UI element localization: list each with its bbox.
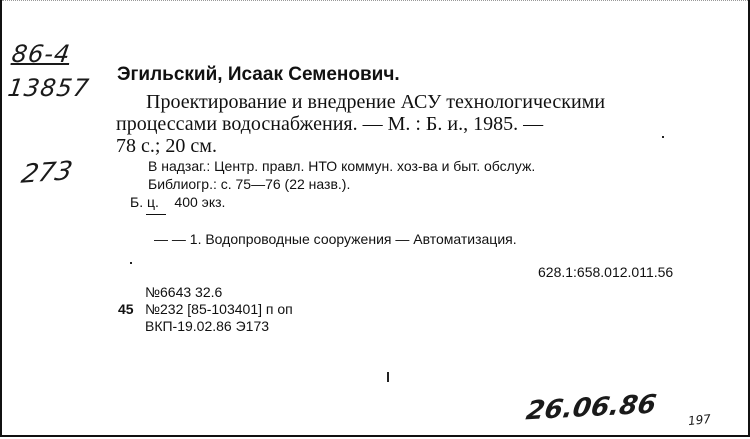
author-heading: Эгильский, Исаак Семенович. [117, 64, 400, 85]
note-line: Библиогр.: с. 75—76 (22 назв.). [148, 176, 351, 192]
catalog-code-line: ВКП-19.02.86 Э173 [145, 318, 270, 334]
catalog-code-line: №6643 32.6 [145, 284, 223, 300]
author-mark: 273 [18, 156, 75, 190]
title-line: Проектирование и внедрение АСУ технологическими [146, 91, 606, 113]
note-line: Б. ц. 400 экз. [130, 194, 226, 210]
separator-dash [146, 214, 166, 215]
shelfmark-top: 86-4 [10, 40, 73, 68]
catalog-prefix: 45 [118, 301, 134, 317]
note-line: В надзаг.: Центр. правл. НТО коммун. хоз-ва и быт. обслуж. [148, 158, 536, 174]
catalog-code-line: №232 [85-103401] п оп [145, 301, 293, 317]
udc-code: 628.1:658.012.011.56 [538, 264, 674, 280]
subject-heading: — — 1. Водопроводные сооружения — Автоматизация. [154, 231, 517, 247]
title-line: 78 с.; 20 см. [116, 135, 217, 157]
handwritten-date: 26.06.86 [523, 389, 659, 427]
handwritten-note: 197 [687, 411, 712, 429]
title-line: процессами водоснабжения. — М. : Б. и., 1985. — [116, 113, 544, 135]
shelfmark-bottom: 13857 [6, 74, 92, 102]
